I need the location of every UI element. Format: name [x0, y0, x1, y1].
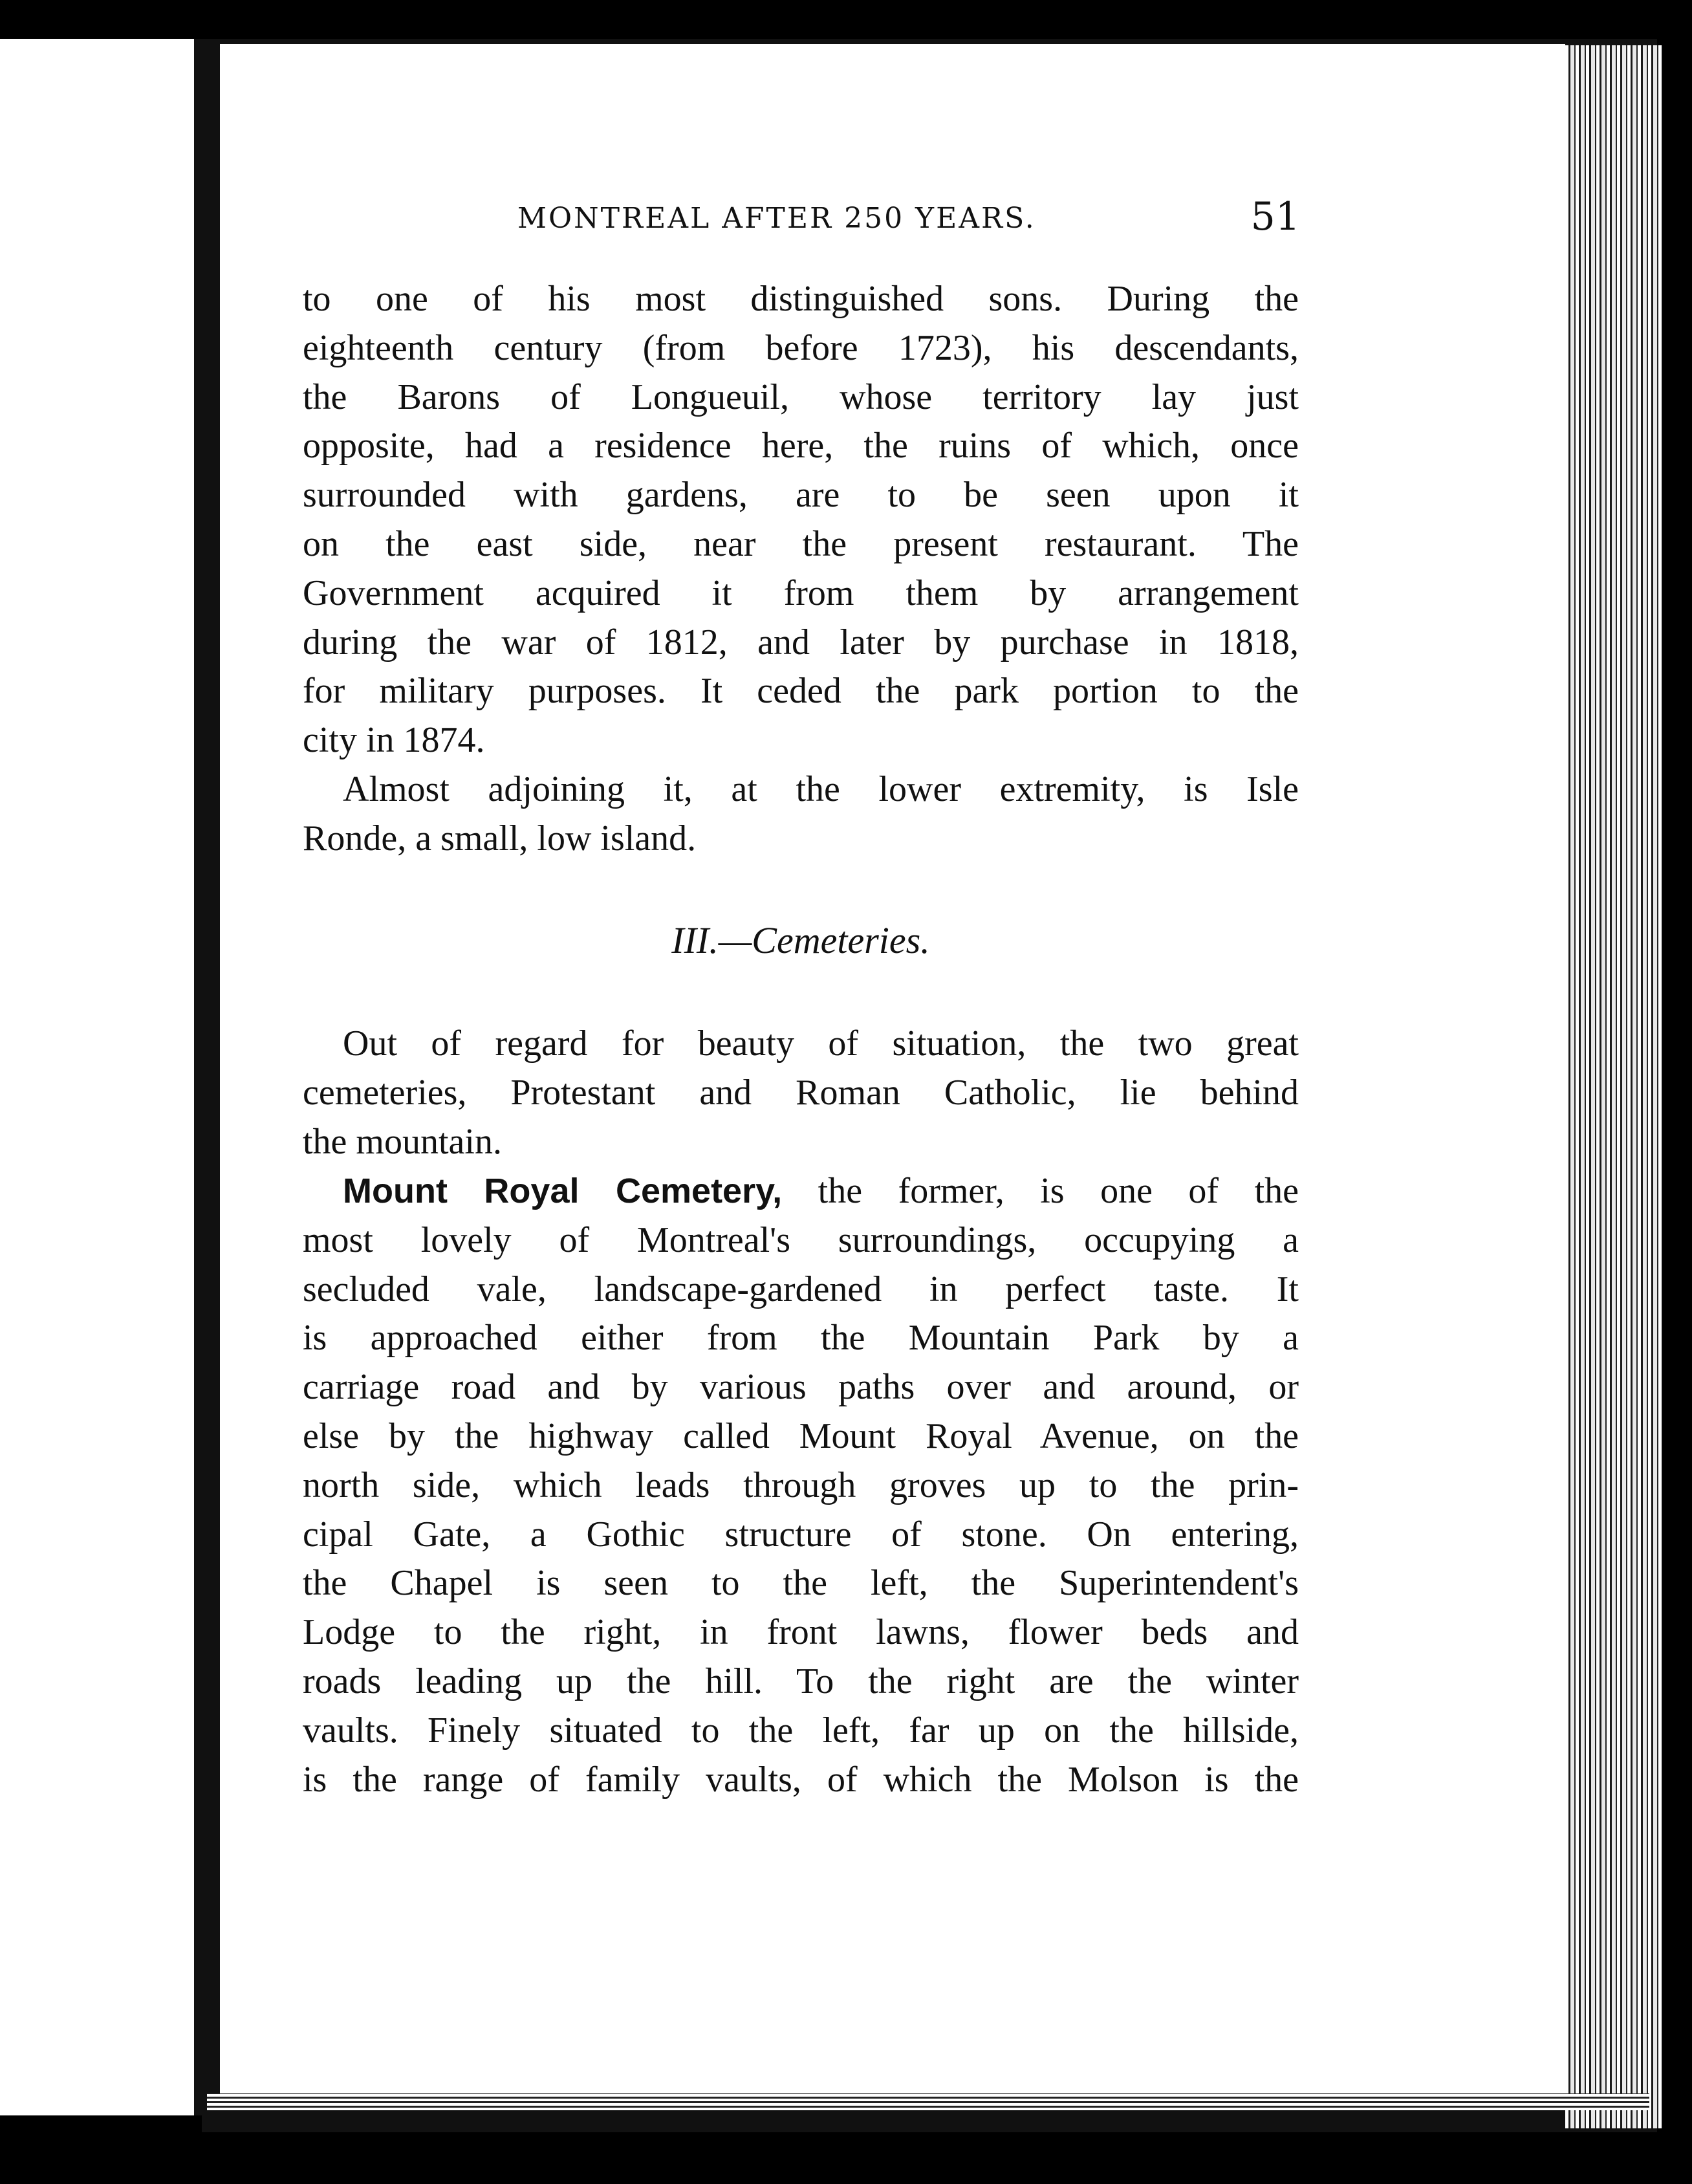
text-line: on the east side, near the present restaurant. The — [303, 523, 1299, 564]
text-line: roads leading up the hill. To the right are the winter — [303, 1661, 1299, 1701]
text-line: during the war of 1812, and later by purchase in 1818, — [303, 622, 1299, 662]
text-line: the Barons of Longueuil, whose territory lay just — [303, 377, 1299, 417]
text-line: most lovely of Montreal's surroundings, occupying a — [303, 1219, 1299, 1260]
text-line-lead — [303, 1167, 1299, 1216]
bottom-page-edges — [207, 2093, 1649, 2110]
paragraph-continuation — [303, 275, 1299, 765]
text-block-mount-royal — [303, 1167, 1299, 1804]
running-head — [304, 194, 1300, 246]
text-line: the mountain. — [303, 1121, 502, 1162]
page-edges — [1565, 45, 1662, 2128]
paragraph-isle-ronde — [303, 765, 1299, 864]
text-line: city in 1874. — [303, 720, 485, 761]
text-line: north side, which leads through groves up to the prin- — [303, 1465, 1299, 1505]
text-line: opposite, had a residence here, the ruins of which, once — [303, 426, 1299, 466]
text-block-cemeteries — [303, 1020, 1299, 1166]
text-line: Lodge to the right, in front lawns, flower beds and — [303, 1612, 1299, 1653]
text-line: Ronde, a small, low island. — [303, 818, 697, 858]
text-line: eighteenth century (from before 1723), his descendants, — [303, 327, 1299, 368]
text-line: secluded vale, landscape-gardened in perfect taste. It — [303, 1269, 1299, 1309]
text-line: cipal Gate, a Gothic structure of stone. On entering, — [303, 1514, 1299, 1555]
mount-royal-cemetery-lead: Mount Royal Cemetery, — [343, 1172, 783, 1210]
text-line: else by the highway called Mount Royal Avenue, on the — [303, 1415, 1299, 1456]
text-line: for military purposes. It ceded the park portion to the — [303, 671, 1299, 712]
paragraph-mount-royal-cemetery — [303, 1167, 1299, 1804]
page-number: 51 — [1250, 194, 1300, 239]
text-line: Government acquired it from them by arrangement — [303, 573, 1299, 613]
text-line: the Chapel is seen to the left, the Superintendent's — [303, 1563, 1299, 1604]
running-head-title: MONTREAL AFTER 250 YEARS. — [517, 202, 1036, 235]
text-line: surrounded with gardens, are to be seen upon it — [303, 475, 1299, 516]
facing-page-edge — [0, 39, 203, 2115]
text-fragment: the former, is one of the — [818, 1171, 1299, 1211]
text-line: Out of regard for beauty of situation, the two great — [343, 1023, 1299, 1064]
text-line: vaults. Finely situated to the left, far up on the hillside, — [303, 1710, 1299, 1751]
text-line: cemeteries, Protestant and Roman Catholic, lie behind — [303, 1072, 1299, 1113]
text-line: is the range of family vaults, of which the Molson is the — [303, 1759, 1299, 1800]
text-line: to one of his most distinguished sons. During the — [303, 279, 1299, 319]
section-heading: III.—Cemeteries. — [671, 919, 930, 961]
text-block-continuation — [303, 275, 1299, 864]
text-line: is approached either from the Mountain Park by a — [303, 1318, 1299, 1359]
paragraph-cemeteries-intro — [303, 1020, 1299, 1166]
text-line: carriage road and by various paths over and around, or — [303, 1367, 1299, 1408]
text-line: Almost adjoining it, at the lower extremity, is Isle — [343, 769, 1299, 809]
